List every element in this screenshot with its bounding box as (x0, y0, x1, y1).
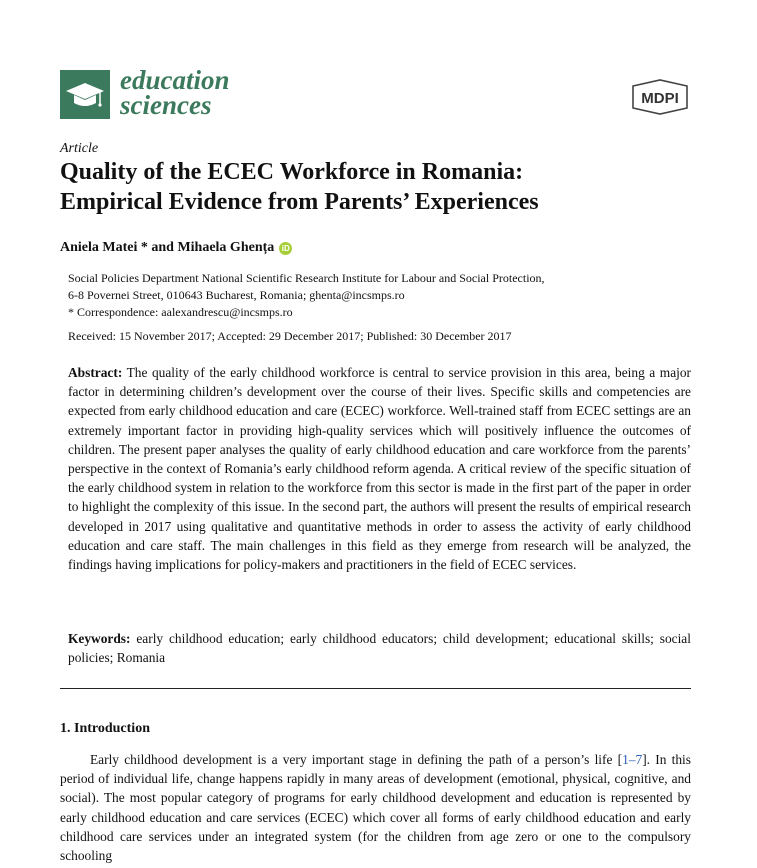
body-text-start: Early childhood development is a very important stage in defining the path of a person’s life [ (90, 752, 623, 767)
abstract (68, 363, 691, 574)
keywords-text: early childhood education; early childhood educators; child development; educational skills; social policies; Romania (68, 631, 691, 666)
body-text-end: ]. In this period of individual life, change happens rapidly in many areas of development (emotional, physical, cognitive, and social). The most popular category of programs for early childhood development and education is represented by early childhood education and care services (ECEC) which cover all forms of early childhood education and early childhood care services under an integrated system (for the children from age zero or one to the compulsory schooling (60, 752, 691, 864)
graduation-cap-icon (60, 70, 110, 119)
abstract-label: Abstract: (68, 365, 123, 380)
journal-name-line1: education (120, 65, 230, 95)
abstract-text: The quality of the early childhood workforce is central to service provision in this area, being a major factor in determining children’s development over the course of their lives. Specific skills and competencies are expected from early childhood education and care (ECEC) workforce. Well-trained staff from ECEC settings are an extremely important factor in providing high-quality services which will positively influence the outcomes of children. The present paper analyses the quality of early childhood education and care workforce from the parents’ perspective in the context of Romania’s early childhood reform agenda. A critical review of the specific situation of the early childhood system in relation to the workforce from this sector is made in the first part of the paper in order to highlight the complexity of this issue. In the second part, the authors will present the results of empirical research developed in 2017 using qualitative and quantitative methods in order to assess the activity of early childhood education and care staff. The main challenges in this field as they emerge from research will be analyzed, the findings having implications for policy-makers and practitioners in the field of ECEC services. (68, 365, 692, 573)
section-divider (60, 688, 691, 689)
correspondence: * Correspondence: aalexandrescu@incsmps.ro (68, 305, 293, 319)
journal-name-line2: sciences (120, 90, 212, 120)
affiliation-line1: Social Policies Department National Scientific Research Institute for Labour and Social Protection, (68, 271, 545, 285)
title-line2: Empirical Evidence from Parents’ Experiences (60, 189, 539, 215)
citation-link[interactable]: 1–7 (622, 752, 643, 767)
journal-name (120, 65, 230, 120)
mdpi-logo-text: MDPI (641, 90, 679, 107)
keywords-label: Keywords: (68, 631, 131, 646)
article-type: Article (60, 141, 99, 156)
mdpi-logo (629, 78, 691, 116)
affiliation (68, 270, 545, 321)
authors-text: Aniela Matei * and Mihaela Ghența (60, 240, 275, 255)
keywords (68, 629, 691, 667)
title-line1: Quality of the ECEC Workforce in Romania: (60, 159, 524, 185)
body-paragraph (60, 750, 691, 865)
journal-logo (60, 65, 260, 122)
orcid-icon[interactable]: iD (279, 242, 292, 255)
author-list (60, 240, 292, 256)
publication-dates: Received: 15 November 2017; Accepted: 29 December 2017; Published: 30 December 2017 (68, 329, 512, 343)
article-title (60, 157, 700, 217)
affiliation-line2: 6-8 Povernei Street, 010643 Bucharest, Romania; ghenta@incsmps.ro (68, 288, 405, 302)
section-heading: 1. Introduction (60, 721, 150, 736)
